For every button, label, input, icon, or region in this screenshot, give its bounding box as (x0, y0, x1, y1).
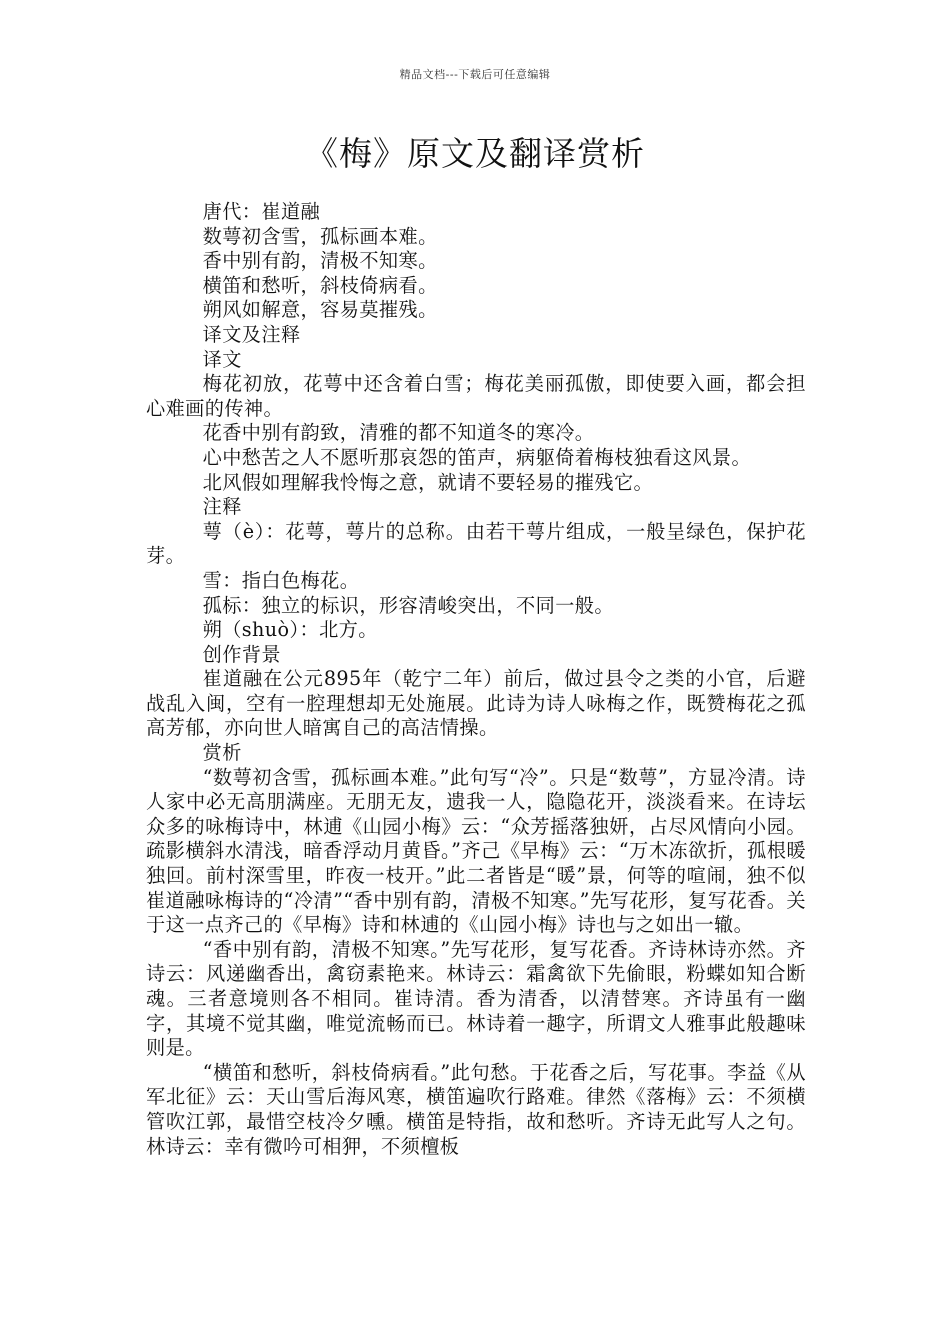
section-heading: 赏析 (202, 741, 242, 765)
section-heading: 注释 (202, 495, 242, 519)
page-header: 精品文档---下载后可任意编辑 (399, 68, 551, 81)
poem-line: 横笛和愁听，斜枝倚病看。 (202, 273, 438, 297)
note-paragraph: 朔（shuò）：北方。 (202, 618, 378, 642)
translation-paragraph: 梅花初放，花萼中还含着白雪；梅花美丽孤傲，即使要入画，都会担心难画的传神。 (146, 372, 806, 420)
translation-paragraph: 花香中别有韵致，清雅的都不知道冬的寒冷。 (202, 421, 595, 445)
poem-line: 朔风如解意，容易莫摧残。 (202, 298, 438, 322)
section-heading: 译文 (202, 347, 242, 371)
background-paragraph: 崔道融在公元895年（乾宁二年）前后，做过县令之类的小官，后避战乱入闽，空有一腔理想却无处施展。此诗为诗人咏梅之作，既赞梅花之孤高芳郁，亦向世人暗寓自己的高洁情操。 (146, 667, 806, 740)
poem-line: 数萼初含雪，孤标画本难。 (202, 224, 438, 248)
poem-line: 香中别有韵，清极不知寒。 (202, 249, 438, 273)
section-heading: 创作背景 (202, 642, 281, 666)
document-body (146, 200, 806, 1159)
note-paragraph: 雪：指白色梅花。 (202, 568, 360, 592)
section-heading: 译文及注释 (202, 322, 301, 346)
author-line: 唐代：崔道融 (202, 200, 321, 223)
appreciation-paragraph: “香中别有韵，清极不知寒。”先写花形，复写花香。齐诗林诗亦然。齐诗云：风递幽香出，禽窃素艳来。林诗云：霜禽欲下先偷眼，粉蝶如知合断魂。三者意境则各不相同。崔诗清。香为清香，以清替寒。齐诗虽有一幽字，其境不觉其幽，唯觉流畅而已。林诗着一趣字，所谓文人雅事此般趣味则是。 (146, 937, 806, 1060)
document-title: 《梅》原文及翻译赏析 (305, 134, 645, 173)
translation-paragraph: 心中愁苦之人不愿听那哀怨的笛声，病躯倚着梅枝独看这风景。 (202, 445, 752, 469)
note-paragraph: 孤标：独立的标识，形容清峻突出，不同一般。 (202, 593, 614, 617)
translation-paragraph: 北风假如理解我怜悔之意，就请不要轻易的摧残它。 (202, 470, 654, 494)
appreciation-paragraph: “横笛和愁听，斜枝倚病看。”此句愁。于花香之后，写花事。李益《从军北征》云：天山雪后海风寒，横笛遍吹行路难。律然《落梅》云：不须横管吹江郭，最惜空枝冷夕曛。横笛是特指，故和愁听。齐诗无此写人之句。林诗云：幸有微吟可相狎，不须檀板 (146, 1060, 806, 1158)
note-paragraph: 萼（è）：花萼，萼片的总称。由若干萼片组成，一般呈绿色，保护花芽。 (146, 519, 806, 568)
appreciation-paragraph: “数萼初含雪，孤标画本难。”此句写“冷”。只是“数萼”，方显冷清。诗人家中必无高朋满座。无朋无友，遗我一人，隐隐花开，淡淡看来。在诗坛众多的咏梅诗中，林逋《山园小梅》云：“众芳摇落独妍，占尽风情向小园。疏影横斜水清浅，暗香浮动月黄昏。”齐己《早梅》云：“万木冻欲折，孤根暖独回。前村深雪里，昨夜一枝开。”此二者皆是“暖”景，何等的喧闹，独不似崔道融咏梅诗的“冷清”“香中别有韵，清极不知寒。”先写花形，复写花香。关于这一点齐己的《早梅》诗和林逋的《山园小梅》诗也与之如出一辙。 (146, 765, 806, 937)
